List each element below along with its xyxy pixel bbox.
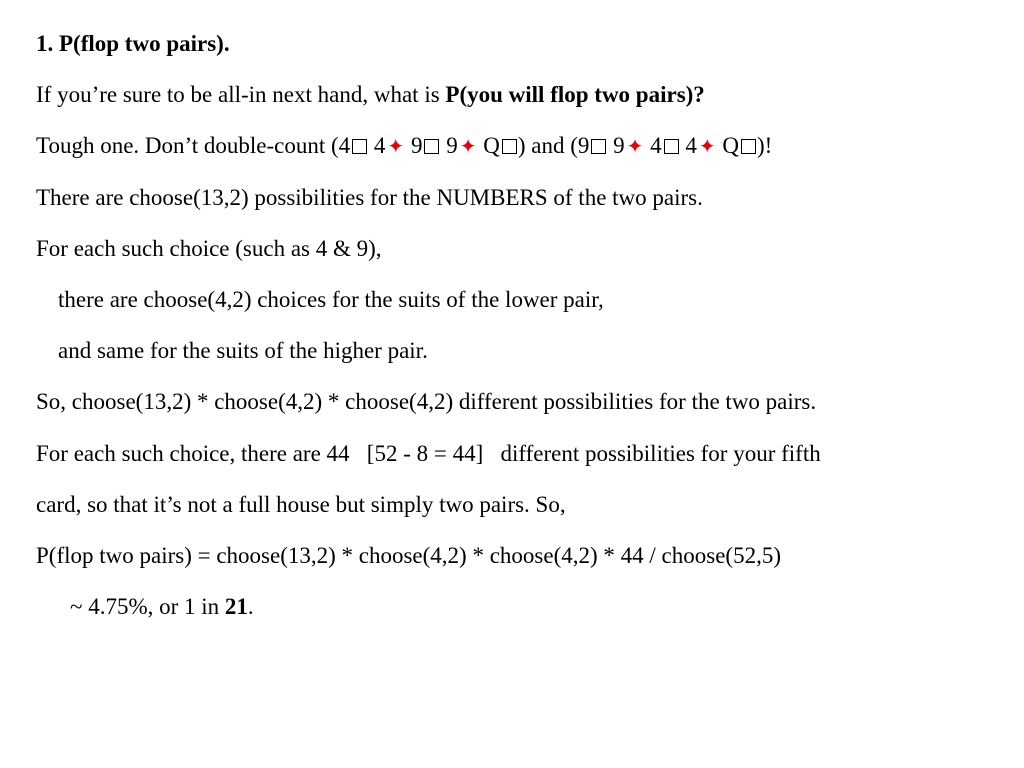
result-line: [36, 581, 1016, 632]
white-square-suit-icon: [664, 139, 679, 154]
numbers-line: There are choose(13,2) possibilities for the NUMBERS of the two pairs.: [36, 184, 703, 210]
higher-pair-line: and same for the suits of the higher pair.: [58, 338, 428, 364]
tough-text-4: 9: [440, 133, 458, 159]
formula-line: P(flop two pairs) = choose(13,2) * choose(4,2) * choose(4,2) * 44 / choose(52,5): [36, 542, 781, 568]
slide-title: 1. P(flop two pairs).: [36, 31, 230, 56]
so-line: So, choose(13,2) * choose(4,2) * choose(4,2) different possibilities for the two pairs.: [36, 389, 817, 415]
double-count-line: [36, 120, 1016, 171]
tough-text-7: 9: [607, 133, 625, 159]
tough-text-5: Q: [477, 133, 500, 159]
tough-text-8: 4: [644, 133, 662, 159]
tough-text-11: )!: [757, 133, 773, 159]
red-star-suit-icon: ✦: [626, 134, 644, 159]
tough-text-10: Q: [716, 133, 740, 159]
result-prefix: ~ 4.75%, or 1 in: [70, 594, 225, 620]
tough-text-1: Tough one. Don’t double-count (4: [36, 133, 351, 159]
full-house-line: card, so that it’s not a full house but simply two pairs. So,: [36, 491, 566, 517]
question-bold: P(you will flop two pairs)?: [445, 82, 705, 108]
tough-text-3: 9: [405, 133, 423, 159]
tough-text-9: 4: [679, 133, 697, 159]
result-bold: 21: [224, 594, 248, 620]
each-choice-line: For each such choice (such as 4 & 9),: [36, 235, 382, 261]
tough-text-2: 4: [368, 133, 386, 159]
tough-text-6: ) and (9: [517, 133, 590, 159]
white-square-suit-icon: [352, 139, 367, 154]
red-star-suit-icon: ✦: [387, 134, 405, 159]
result-suffix: .: [247, 594, 254, 620]
red-star-suit-icon: ✦: [698, 134, 716, 159]
white-square-suit-icon: [741, 139, 756, 154]
fifth-card-line: For each such choice, there are 44 [52 - 8 = 44] different possibilities for your fifth: [36, 440, 821, 466]
question-line: [36, 69, 1016, 120]
lower-pair-line: there are choose(4,2) choices for the suits of the lower pair,: [58, 286, 604, 312]
white-square-suit-icon: [502, 139, 517, 154]
white-square-suit-icon: [591, 139, 606, 154]
white-square-suit-icon: [424, 139, 439, 154]
slide-content: [36, 18, 1016, 632]
question-prefix: If you’re sure to be all-in next hand, what is: [36, 82, 446, 108]
red-star-suit-icon: ✦: [459, 134, 477, 159]
